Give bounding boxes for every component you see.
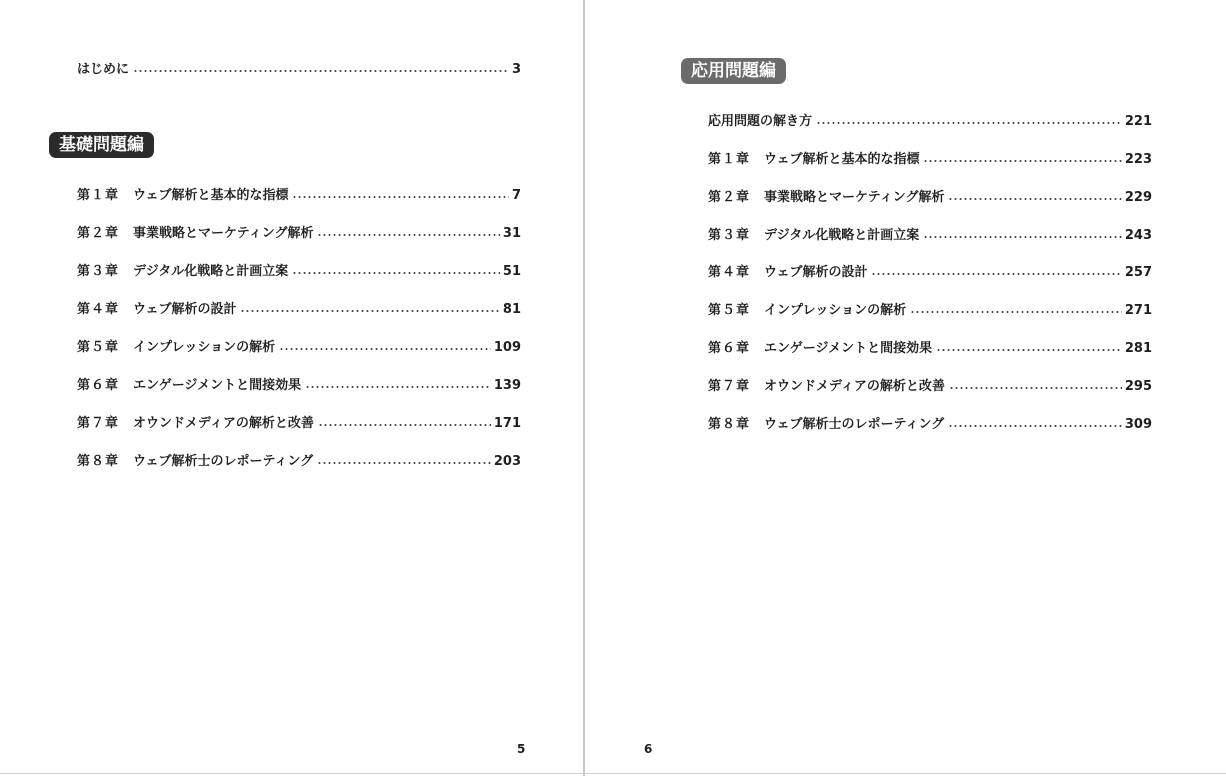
toc-entry-basic-ch2[interactable] <box>77 225 521 243</box>
toc-entry-page: 221 <box>1124 114 1152 129</box>
chapter-title: 事業戦略とマーケティング解析 <box>764 190 945 205</box>
chapter-title: エンゲージメントと間接効果 <box>764 341 933 356</box>
dot-leader <box>923 236 1122 238</box>
chapter-page: 229 <box>1124 190 1152 205</box>
toc-entry-basic-ch1[interactable] <box>77 187 521 205</box>
dot-leader <box>936 349 1122 351</box>
chapter-number: 第８章 <box>77 454 120 469</box>
toc-entry-applied-ch8[interactable] <box>708 416 1152 434</box>
page-number-left: 5 <box>517 742 526 756</box>
dot-leader <box>317 462 491 464</box>
toc-entry-applied-ch3[interactable] <box>708 227 1152 245</box>
dot-leader <box>816 122 1122 124</box>
chapter-number: 第８章 <box>708 417 751 432</box>
toc-entry-basic-ch7[interactable] <box>77 415 521 433</box>
toc-entry-applied-ch1[interactable] <box>708 151 1152 169</box>
chapter-title: エンゲージメントと間接効果 <box>133 378 302 393</box>
chapter-number: 第６章 <box>708 341 751 356</box>
chapter-page: 171 <box>493 416 521 431</box>
chapter-title: インプレッションの解析 <box>764 303 907 318</box>
chapter-title: ウェブ解析と基本的な指標 <box>133 188 289 203</box>
chapter-number: 第３章 <box>77 264 120 279</box>
toc-entry-applied-ch7[interactable] <box>708 378 1152 396</box>
toc-entry-basic-ch5[interactable] <box>77 339 521 357</box>
chapter-title: ウェブ解析の設計 <box>764 265 868 280</box>
toc-entry-title: 応用問題の解き方 <box>708 114 813 129</box>
chapter-page: 31 <box>502 226 521 241</box>
dot-leader <box>871 273 1121 275</box>
chapter-page: 243 <box>1124 228 1152 243</box>
chapter-page: 203 <box>493 454 521 469</box>
dot-leader <box>318 424 491 426</box>
toc-entry-applied-ch4[interactable] <box>708 264 1152 282</box>
toc-entry-applied-ch2[interactable] <box>708 189 1152 207</box>
toc-entry-title: はじめに <box>77 62 130 77</box>
chapter-title: インプレッションの解析 <box>133 340 276 355</box>
section-label-applied: 応用問題編 <box>681 58 786 84</box>
chapter-page: 7 <box>511 188 521 203</box>
toc-entry-basic-ch3[interactable] <box>77 263 521 281</box>
section-label-basic: 基礎問題編 <box>49 132 154 158</box>
chapter-page: 81 <box>502 302 521 317</box>
toc-entry-basic-ch6[interactable] <box>77 377 521 395</box>
chapter-page: 295 <box>1124 379 1152 394</box>
dot-leader <box>292 196 508 198</box>
chapter-number: 第５章 <box>708 303 751 318</box>
chapter-title: オウンドメディアの解析と改善 <box>133 416 314 431</box>
chapter-number: 第１章 <box>77 188 120 203</box>
chapter-title: ウェブ解析士のレポーティング <box>133 454 314 469</box>
dot-leader <box>133 70 509 72</box>
toc-entry-applied-ch5[interactable] <box>708 302 1152 320</box>
chapter-number: 第２章 <box>708 190 751 205</box>
chapter-number: 第４章 <box>77 302 120 317</box>
chapter-number: 第７章 <box>77 416 120 431</box>
dot-leader <box>948 425 1122 427</box>
chapter-page: 223 <box>1124 152 1152 167</box>
chapter-page: 271 <box>1124 303 1152 318</box>
toc-entry-basic-ch4[interactable] <box>77 301 521 319</box>
chapter-number: 第５章 <box>77 340 120 355</box>
chapter-page: 257 <box>1124 265 1152 280</box>
toc-entry-basic-ch8[interactable] <box>77 453 521 471</box>
toc-entry-applied-ch6[interactable] <box>708 340 1152 358</box>
chapter-number: 第４章 <box>708 265 751 280</box>
book-spine <box>583 0 585 776</box>
chapter-title: ウェブ解析の設計 <box>133 302 237 317</box>
chapter-title: ウェブ解析と基本的な指標 <box>764 152 920 167</box>
page-number-right: 6 <box>644 742 653 756</box>
chapter-title: 事業戦略とマーケティング解析 <box>133 226 314 241</box>
dot-leader <box>910 311 1122 313</box>
toc-entry-intro[interactable] <box>77 61 521 79</box>
chapter-page: 139 <box>493 378 521 393</box>
page-bottom-edge <box>0 773 1226 774</box>
chapter-page: 51 <box>502 264 521 279</box>
dot-leader <box>240 310 499 312</box>
dot-leader <box>949 387 1122 389</box>
dot-leader <box>948 198 1121 200</box>
chapter-number: 第６章 <box>77 378 120 393</box>
dot-leader <box>923 160 1121 162</box>
chapter-number: 第１章 <box>708 152 751 167</box>
chapter-page: 309 <box>1124 417 1152 432</box>
chapter-number: 第２章 <box>77 226 120 241</box>
chapter-title: オウンドメディアの解析と改善 <box>764 379 945 394</box>
dot-leader <box>279 348 491 350</box>
dot-leader <box>292 272 500 274</box>
dot-leader <box>317 234 499 236</box>
toc-entry-page: 3 <box>511 62 521 77</box>
toc-entry-applied-intro[interactable] <box>708 113 1152 131</box>
chapter-page: 109 <box>493 340 521 355</box>
chapter-page: 281 <box>1124 341 1152 356</box>
chapter-title: ウェブ解析士のレポーティング <box>764 417 945 432</box>
chapter-title: デジタル化戦略と計画立案 <box>133 264 289 279</box>
dot-leader <box>305 386 491 388</box>
chapter-number: 第７章 <box>708 379 751 394</box>
chapter-title: デジタル化戦略と計画立案 <box>764 228 920 243</box>
chapter-number: 第３章 <box>708 228 751 243</box>
